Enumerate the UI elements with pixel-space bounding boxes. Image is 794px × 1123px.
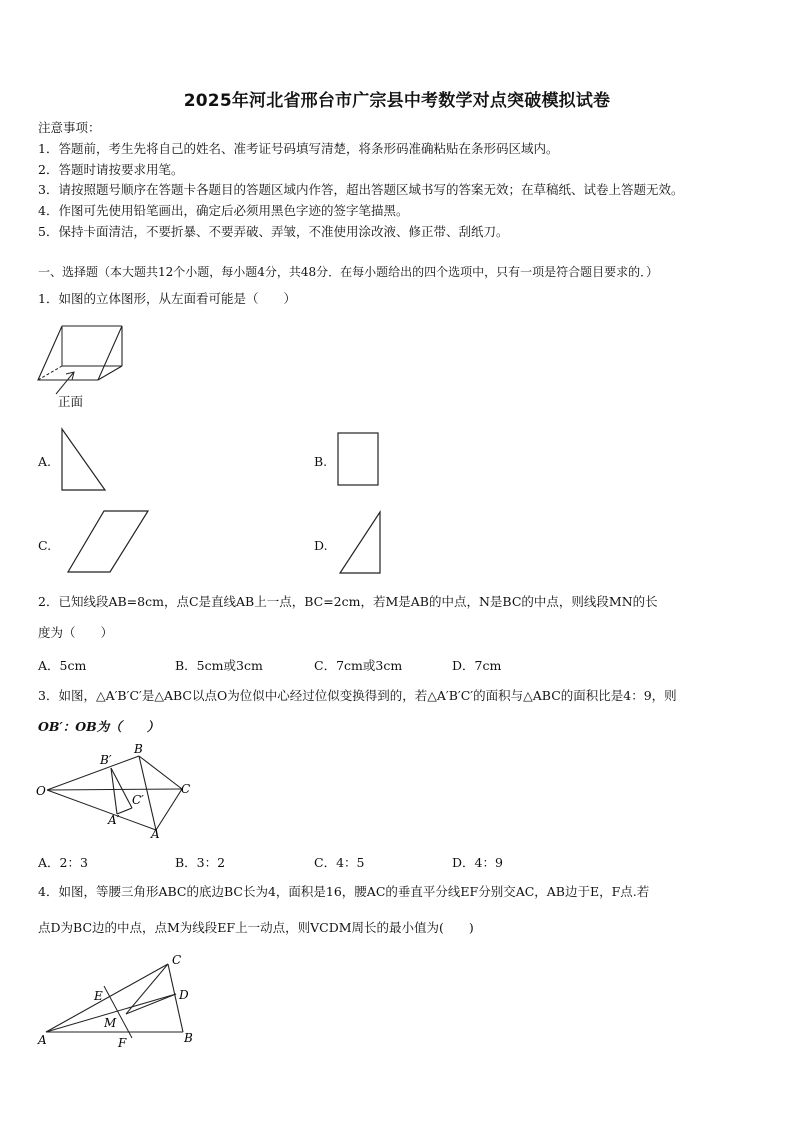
q2-option-d: D．7cm [452,658,502,673]
q3-label-a1: A′ [108,813,120,827]
q4-label-e: E [94,989,103,1003]
q4-label-m: M [104,1016,117,1030]
q3-option-c: C．4：5 [314,855,365,870]
q1-option-b-figure [336,431,382,487]
q1-option-d-label: D. [314,538,328,553]
notice-item: 2．答题时请按要求用笔。 [38,162,184,177]
q3-figure [34,744,204,839]
notice-heading: 注意事项： [38,120,101,135]
q1-option-b-label: B. [314,454,328,469]
section-heading: 一、选择题（本大题共12个小题，每小题4分，共48分．在每小题给出的四个选项中，只有一项是符合题目要求的．） [38,265,659,279]
q2-option-a: A．5cm [38,658,87,673]
q3-option-d: D．4：9 [452,855,503,870]
page-title: 2025年河北省邢台市广宗县中考数学对点突破模拟试卷 [183,91,611,111]
q4-label-f: F [118,1036,127,1050]
q1-option-a-figure [60,427,110,493]
notice-item: 1．答题前，考生先将自己的姓名、准考证号码填写清楚，将条形码准确粘贴在条形码区域内。 [38,141,559,156]
q4-label-b: B [184,1031,193,1045]
question-3-stem-cont: OB′：OB为（ ） [38,719,160,734]
q2-option-b: B．5cm或3cm [175,658,263,673]
notice-item: 3．请按照题号顺序在答题卡各题目的答题区域内作答，超出答题区域书写的答案无效；在草稿纸、试卷上答题无效。 [38,182,684,197]
question-2-stem: 2．已知线段AB=8cm，点C是直线AB上一点，BC=2cm，若M是AB的中点，N是BC的中点，则线段MN的长 [38,594,658,609]
q4-label-c: C [172,953,182,967]
q3-label-b: B [134,742,143,756]
question-1-stem: 1．如图的立体图形，从左面看可能是（ ） [38,291,296,306]
q3-option-b: B．3：2 [175,855,226,870]
q1-option-c-figure [66,509,156,575]
q1-option-d-figure [338,510,384,576]
question-4-stem: 4．如图，等腰三角形ABC的底边BC长为4，面积是16，腰AC的垂直平分线EF分别交AC，AB边于E，F点.若 [38,884,650,899]
question-4-stem-cont: 点D为BC边的中点，点M为线段EF上一动点，则VCDM周长的最小值为( ) [38,920,474,935]
notice-item: 4．作图可先使用铅笔画出，确定后必须用黑色字迹的签字笔描黑。 [38,203,409,218]
question-3-stem: 3．如图，△A′B′C′是△ABC以点O为位似中心经过位似变换得到的，若△A′B′C′的面积与△ABC的面积比是4：9，则 [38,688,677,703]
q1-option-c-label: C. [38,538,52,553]
q3-label-a: A [151,827,160,841]
q2-option-c: C．7cm或3cm [314,658,403,673]
notice-item: 5．保持卡面清洁，不要折暴、不要弄破、弄皱，不准使用涂改液、修正带、刮纸刀。 [38,224,509,239]
q1-option-a-label: A. [38,454,52,469]
q3-label-c1: C′ [132,793,144,807]
q4-label-a: A [38,1033,47,1047]
q3-label-o: O [36,784,46,798]
q3-label-b1: B′ [100,753,112,767]
q1-solid-figure [36,322,136,412]
question-2-stem-cont: 度为（ ） [38,625,114,640]
q3-label-c: C [181,782,191,796]
q4-figure [36,952,211,1052]
q3-option-a: A．2：3 [38,855,88,870]
q1-front-label: 正面 [58,394,84,409]
q4-label-d: D [179,988,189,1002]
